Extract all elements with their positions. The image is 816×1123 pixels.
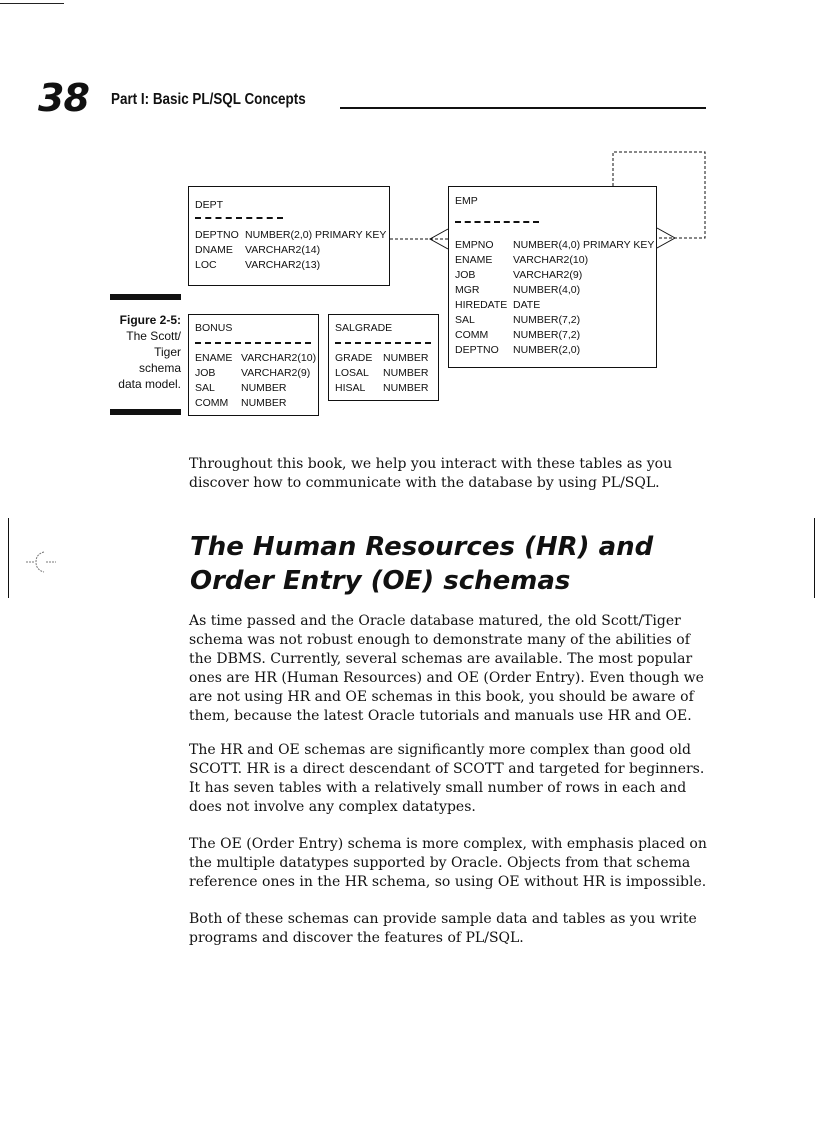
table-name: DEPT	[195, 199, 224, 211]
paragraph: As time passed and the Oracle database matured, the old Scott/Tiger schema was not robust enough to demonstrate many of the abilities of the DBMS. Currently, several schemas are available. The most popular ones are HR (Human Resources) and OE (Order Entry). Even though we are not using HR and OE schemas in this book, you should be aware of them, because the latest Oracle tutorials and manuals use HR and OE.	[189, 613, 704, 724]
table-row: DNAME VARCHAR2(14)	[195, 244, 321, 256]
table-divider	[195, 342, 311, 344]
registration-mark-icon	[24, 548, 64, 574]
table-row: ENAME VARCHAR2(10)	[455, 254, 589, 266]
table-divider	[455, 221, 539, 223]
heading-line: The Human Resources (HR) and	[190, 532, 654, 562]
paragraph: The HR and OE schemas are significantly more complex than good old SCOTT. HR is a direct descendant of SCOTT and targeted for beginners. It has seven tables with a relatively small number of rows in each and does not involve any complex datatypes.	[189, 742, 705, 815]
bonus-table	[188, 314, 319, 416]
figure-label: Figure 2-5:	[119, 313, 181, 327]
page-number: 38	[38, 76, 89, 120]
intro-paragraph: Throughout this book, we help you interact with these tables as you discover how to communicate with the database by using PL/SQL.	[189, 456, 673, 491]
table-row: LOSAL NUMBER	[335, 367, 429, 379]
table-row: LOC VARCHAR2(13)	[195, 259, 321, 271]
heading-line: Order Entry (OE) schemas	[190, 566, 571, 596]
table-row: JOB VARCHAR2(9)	[195, 367, 311, 379]
caption-line: data model.	[118, 377, 181, 391]
table-row: JOB VARCHAR2(9)	[455, 269, 583, 281]
table-row: MGR NUMBER(4,0)	[455, 284, 581, 296]
table-name: SALGRADE	[335, 322, 393, 334]
table-row: COMM NUMBER	[195, 397, 287, 409]
right-margin-mark	[814, 518, 815, 598]
dept-table	[188, 186, 390, 286]
table-name: BONUS	[195, 322, 233, 334]
caption-line: Tiger	[154, 345, 181, 359]
table-row: DEPTNO NUMBER(2,0)	[455, 344, 581, 356]
table-row: COMM NUMBER(7,2)	[455, 329, 581, 341]
part-title: Part I: Basic PL/SQL Concepts	[111, 91, 306, 108]
table-divider	[335, 342, 431, 344]
paragraph: Both of these schemas can provide sample data and tables as you write programs and discover the features of PL/SQL.	[189, 911, 697, 946]
section-heading	[190, 530, 653, 598]
caption-line: The Scott/	[126, 329, 181, 343]
emp-table	[448, 186, 657, 368]
salgrade-table	[328, 314, 439, 401]
table-divider	[195, 217, 283, 219]
table-row: GRADE NUMBER	[335, 352, 429, 364]
table-name: EMP	[455, 195, 478, 207]
table-row: ENAME VARCHAR2(10)	[195, 352, 317, 364]
table-row: HIREDATE DATE	[455, 299, 541, 311]
caption-line: schema	[138, 361, 181, 375]
table-row: SAL NUMBER	[195, 382, 287, 394]
paragraph: The OE (Order Entry) schema is more complex, with emphasis placed on the multiple datatypes supported by Oracle. Objects from that schema reference ones in the HR schema, so using OE without HR is impossible.	[189, 836, 707, 890]
table-row: HISAL NUMBER	[335, 382, 429, 394]
table-row: EMPNO NUMBER(4,0) PRIMARY KEY	[455, 239, 655, 251]
left-margin-mark	[8, 518, 9, 598]
table-row: DEPTNO NUMBER(2,0) PRIMARY KEY	[195, 229, 387, 241]
table-row: SAL NUMBER(7,2)	[455, 314, 581, 326]
